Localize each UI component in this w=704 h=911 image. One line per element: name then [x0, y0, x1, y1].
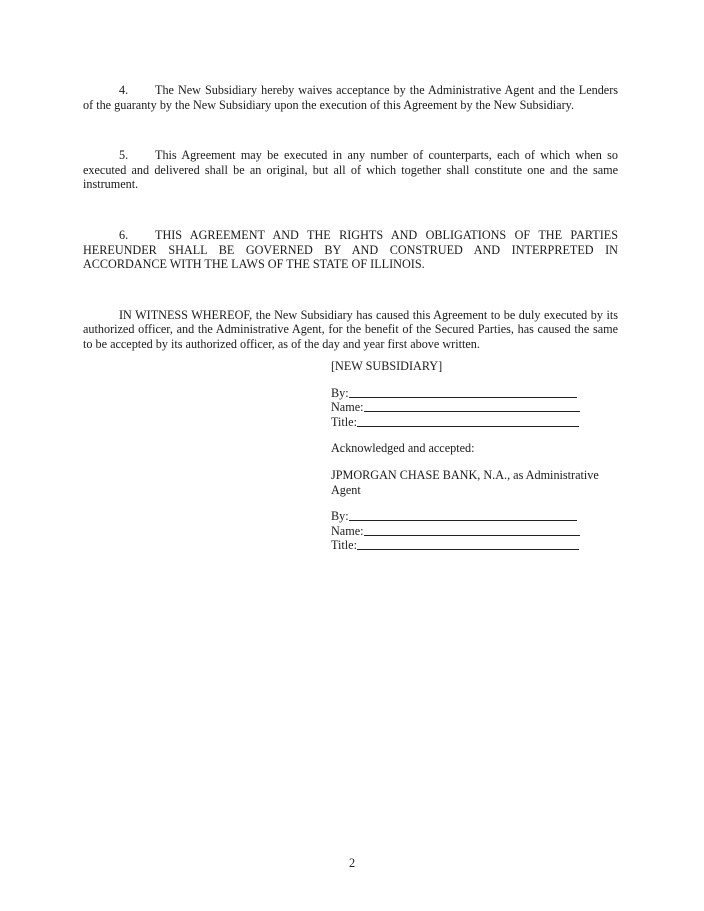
by-line	[331, 509, 621, 524]
title-field[interactable]	[357, 415, 579, 427]
by-label: By:	[331, 385, 349, 400]
acknowledged-text: Acknowledged and accepted:	[331, 441, 475, 456]
paragraph-text: THIS AGREEMENT AND THE RIGHTS AND OBLIGATIONS OF THE PARTIES HEREUNDER SHALL BE GOVERNED BY AND CONSTRUED AND INTERPRETED IN ACCORDANCE WITH THE LAWS OF THE STATE OF ILLINOIS.	[83, 227, 618, 272]
party-name: JPMORGAN CHASE BANK, N.A., as Administrative Agent	[331, 467, 599, 497]
by-signature-field[interactable]	[349, 386, 577, 398]
witness-paragraph: IN WITNESS WHEREOF, the New Subsidiary has caused this Agreement to be duly executed by its authorized officer, and the Administrative Agent, for the benefit of the Secured Parties, has caused the same to be accepted by its authorized officer, as of the day and year first above written.	[83, 307, 618, 351]
title-field[interactable]	[357, 538, 579, 550]
title-line	[331, 538, 621, 553]
paragraph-4	[83, 83, 618, 112]
signature-block-new-subsidiary	[331, 359, 621, 553]
page-number: 2	[348, 856, 356, 870]
party-name: [NEW SUBSIDIARY]	[331, 359, 443, 373]
by-label: By:	[331, 509, 349, 524]
name-label: Name:	[331, 400, 364, 415]
name-label: Name:	[331, 523, 364, 538]
paragraph-text: The New Subsidiary hereby waives acceptance by the Administrative Agent and the Lenders of the guaranty by the New Subsidiary upon the execution of this Agreement by the New Subsidiary.	[83, 83, 618, 112]
title-label: Title:	[331, 538, 357, 553]
by-line	[331, 386, 621, 401]
title-label: Title:	[331, 414, 357, 429]
name-line	[331, 400, 621, 415]
paragraph-number: 4.	[119, 83, 129, 97]
paragraph-number: 6.	[119, 227, 129, 242]
title-line	[331, 415, 621, 430]
name-field[interactable]	[364, 400, 580, 412]
name-field[interactable]	[364, 524, 580, 536]
paragraph-5	[83, 148, 618, 192]
paragraph-number: 5.	[119, 148, 129, 163]
name-line	[331, 524, 621, 539]
paragraph-text: This Agreement may be executed in any number of counterparts, each of which when so executed and delivered shall be an original, but all of which together shall constitute one and the same instrument.	[83, 148, 618, 192]
by-signature-field[interactable]	[349, 509, 577, 521]
paragraph-6	[83, 228, 618, 272]
document-body	[83, 83, 618, 352]
